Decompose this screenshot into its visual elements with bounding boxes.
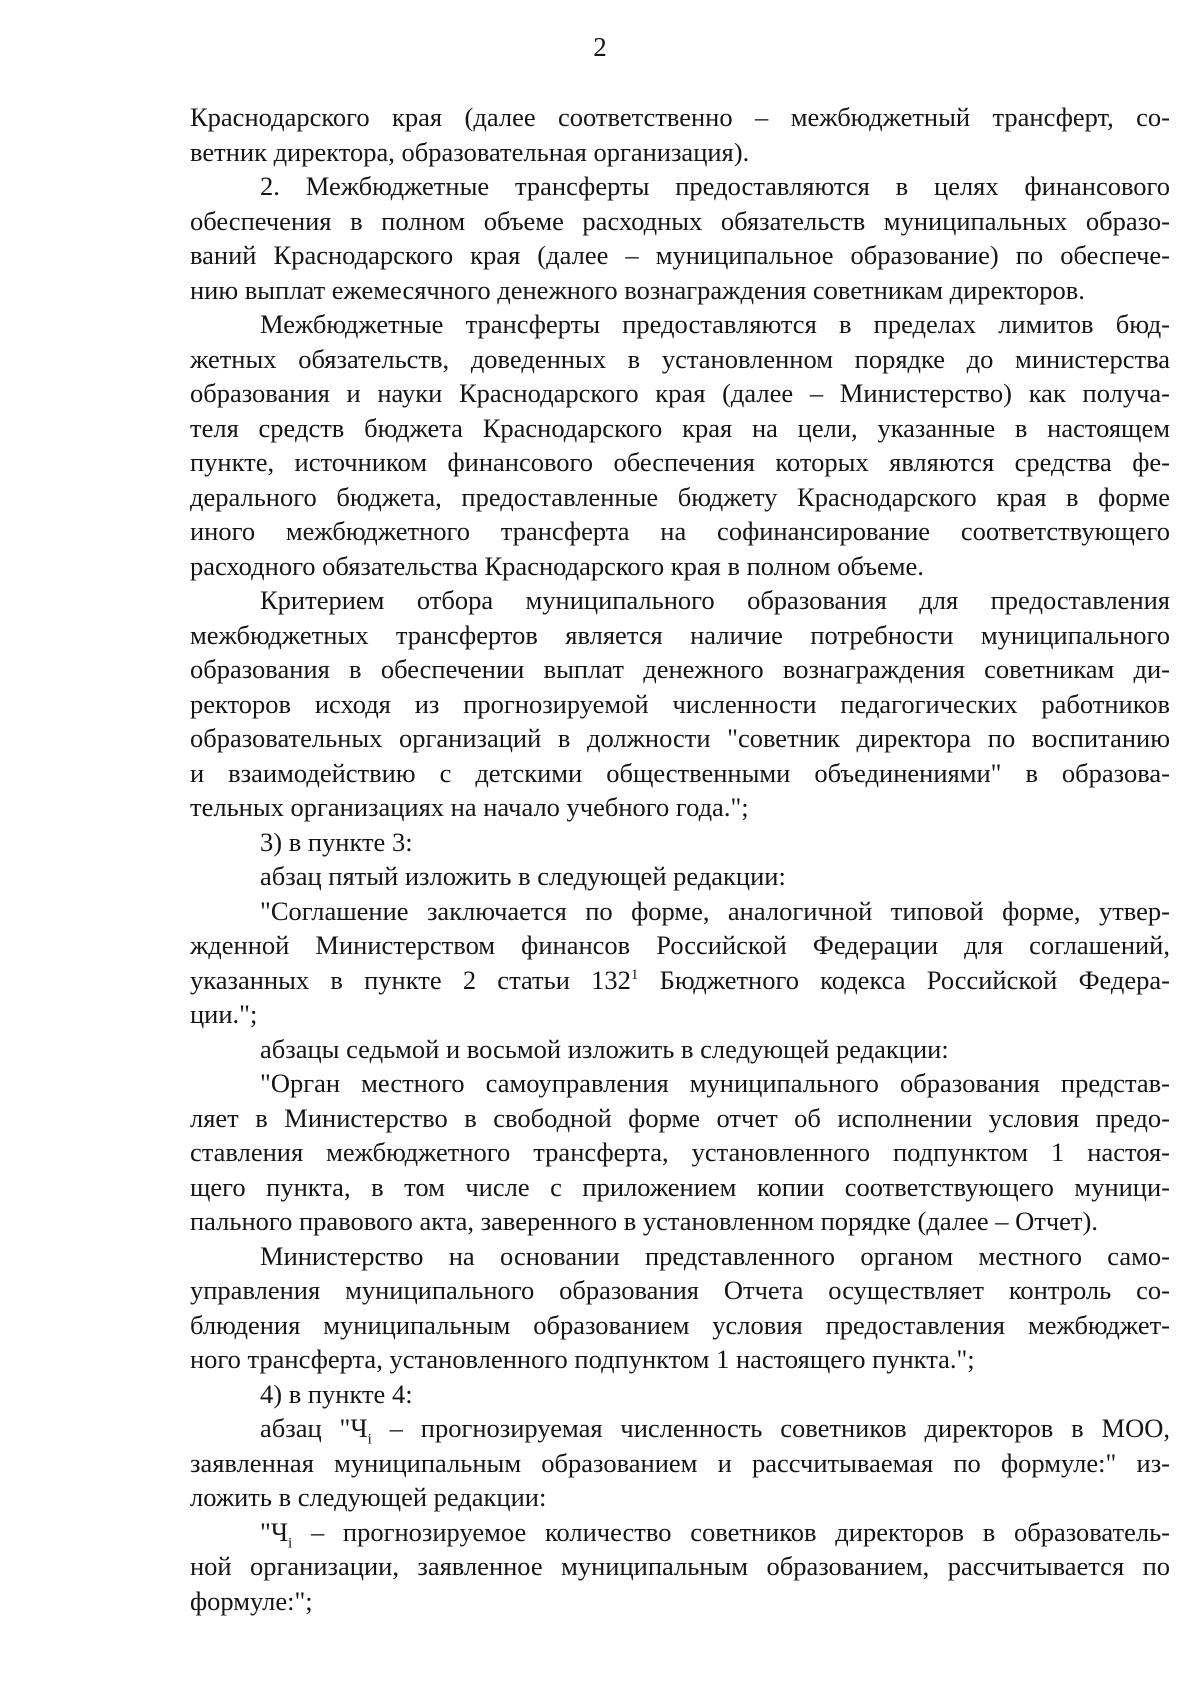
line-text: абзац пятый изложить в следующей редакции: (260, 861, 786, 891)
text-line (190, 963, 1170, 998)
text-line (190, 894, 1170, 929)
line-text: Критерием отбора муниципального образования для предоставления (260, 585, 1170, 615)
line-text: "Орган местного самоуправления муниципального образования представ- (260, 1068, 1170, 1098)
line-text: теля средств бюджета Краснодарского края на цели, указанные в настоящем (190, 412, 1170, 443)
text-line (190, 1032, 1170, 1067)
text-line (190, 618, 1170, 653)
line-text: указанных в пункте 2 статьи 132 (190, 964, 631, 995)
text-line (190, 273, 1170, 308)
paragraph (190, 1411, 1170, 1515)
line-text: ректоров исходя из прогнозируемой численности педагогических работников (190, 688, 1170, 719)
text-line (190, 411, 1170, 446)
paragraph (190, 100, 1170, 169)
subscript: i (288, 1534, 293, 1551)
line-text: образования в обеспечении выплат денежного вознаграждения советникам ди- (190, 654, 1170, 684)
line-text: ляет в Министерство в свободной форме отчет об исполнении условия предо- (190, 1102, 1170, 1133)
text-line (190, 1204, 1170, 1239)
line-text: ции."; (190, 999, 258, 1029)
line-text: ветник директора, образовательная организация). (190, 136, 750, 167)
line-text: иного межбюджетного трансферта на софинансирование соответствующего (190, 516, 1170, 546)
text-line (190, 1273, 1170, 1308)
text-line (190, 204, 1170, 239)
paragraph (190, 859, 1170, 894)
text-line (190, 307, 1170, 342)
text-line (190, 1446, 1170, 1481)
text-line (190, 445, 1170, 480)
text-line (190, 549, 1170, 584)
text-line (190, 1170, 1170, 1205)
text-line (190, 514, 1170, 549)
paragraph (190, 169, 1170, 307)
line-text: и взаимодействию с детскими общественными объединениями" в образова- (190, 757, 1170, 788)
line-text: пункте, источником финансового обеспечения которых являются средства фе- (190, 447, 1170, 477)
line-text: ставления межбюджетного трансферта, установленного подпунктом 1 настоя- (190, 1137, 1170, 1167)
text-line (190, 756, 1170, 791)
paragraph (190, 894, 1170, 1032)
text-line (190, 1549, 1170, 1584)
text-line (190, 100, 1170, 135)
text-line (190, 928, 1170, 963)
text-line (190, 1515, 1170, 1550)
line-text: "Ч (260, 1516, 289, 1547)
superscript: 1 (630, 966, 639, 983)
line-text: дерального бюджета, предоставленные бюджету Краснодарского края в форме (190, 481, 1170, 512)
text-line (190, 1135, 1170, 1170)
line-text: Краснодарского края (далее соответственно – межбюджетный трансферт, со- (190, 102, 1170, 132)
paragraph (190, 1377, 1170, 1412)
line-text: 4) в пункте 4: (260, 1378, 413, 1409)
text-line (190, 790, 1170, 825)
text-line (190, 1480, 1170, 1515)
line-text: тельных организациях на начало учебного года."; (190, 792, 749, 822)
text-line (190, 169, 1170, 204)
text-line (190, 652, 1170, 687)
line-text: ваний Краснодарского края (далее – муниципальное образование) по обеспече- (190, 240, 1170, 270)
line-text: образовательных организаций в должности "советник директора по воспитанию (190, 723, 1170, 753)
line-text: обеспечения в полном объеме расходных обязательств муниципальных образо- (190, 205, 1170, 236)
paragraph (190, 1515, 1170, 1619)
text-line (190, 1066, 1170, 1101)
document-body (190, 100, 1170, 1618)
text-line (190, 135, 1170, 170)
line-text-continued: – прогнозируемое количество советников директоров в образователь- (292, 1516, 1170, 1547)
text-line (190, 825, 1170, 860)
line-text: жденной Министерством финансов Российской Федерации для соглашений, (190, 930, 1170, 960)
text-line (190, 376, 1170, 411)
paragraph (190, 1239, 1170, 1377)
line-text: ного трансферта, установленного подпунктом 1 настоящего пункта."; (190, 1344, 975, 1374)
line-text: ной организации, заявленное муниципальным образованием, рассчитывается по (190, 1551, 1170, 1581)
line-text: щего пункта, в том числе с приложением копии соответствующего муници- (190, 1171, 1170, 1202)
line-text-continued: – прогнозируемая численность советников директоров в МОО, (371, 1413, 1170, 1443)
text-line (190, 859, 1170, 894)
line-text: 2. Межбюджетные трансферты предоставляются в целях финансового (260, 171, 1170, 201)
line-text: образования и науки Краснодарского края (далее – Министерство) как получа- (190, 378, 1170, 408)
line-text: расходного обязательства Краснодарского края в полном объеме. (190, 550, 924, 581)
paragraph (190, 307, 1170, 583)
paragraph (190, 1032, 1170, 1067)
line-text: абзац "Ч (260, 1413, 368, 1443)
subscript: i (367, 1431, 372, 1448)
line-text: заявленная муниципальным образованием и рассчитываемая по формуле:" из- (190, 1447, 1170, 1478)
line-text: пального правового акта, заверенного в установленном порядке (далее – Отчет). (190, 1206, 1098, 1236)
line-text: "Соглашение заключается по форме, аналогичной типовой форме, утвер- (260, 895, 1170, 926)
line-text-continued: Бюджетного кодекса Российской Федера- (638, 964, 1170, 995)
text-line (190, 1584, 1170, 1619)
line-text: нию выплат ежемесячного денежного вознаграждения советникам директоров. (190, 274, 1085, 305)
line-text: жетных обязательств, доведенных в установленном порядке до министерства (190, 343, 1170, 374)
line-text: абзацы седьмой и восьмой изложить в следующей редакции: (260, 1033, 949, 1064)
text-line (190, 583, 1170, 618)
text-line (190, 238, 1170, 273)
text-line (190, 721, 1170, 756)
text-line (190, 480, 1170, 515)
text-line (190, 342, 1170, 377)
line-text: формуле:"; (190, 1585, 313, 1616)
line-text: управления муниципального образования Отчета осуществляет контроль со- (190, 1275, 1170, 1305)
text-line (190, 1308, 1170, 1343)
text-line (190, 1377, 1170, 1412)
text-line (190, 1239, 1170, 1274)
text-line (190, 997, 1170, 1032)
line-text: ложить в следующей редакции: (190, 1482, 547, 1512)
text-line (190, 1342, 1170, 1377)
text-line (190, 687, 1170, 722)
paragraph (190, 825, 1170, 860)
line-text: блюдения муниципальным образованием условия предоставления межбюджет- (190, 1309, 1170, 1340)
paragraph (190, 583, 1170, 825)
page-number: 2 (593, 32, 607, 62)
paragraph (190, 1066, 1170, 1239)
line-text: Межбюджетные трансферты предоставляются в пределах лимитов бюд- (260, 309, 1170, 339)
line-text: Министерство на основании представленного органом местного само- (260, 1240, 1170, 1271)
line-text: межбюджетных трансфертов является наличие потребности муниципального (190, 619, 1170, 650)
line-text: 3) в пункте 3: (260, 826, 413, 857)
text-line (190, 1101, 1170, 1136)
text-line (190, 1411, 1170, 1446)
